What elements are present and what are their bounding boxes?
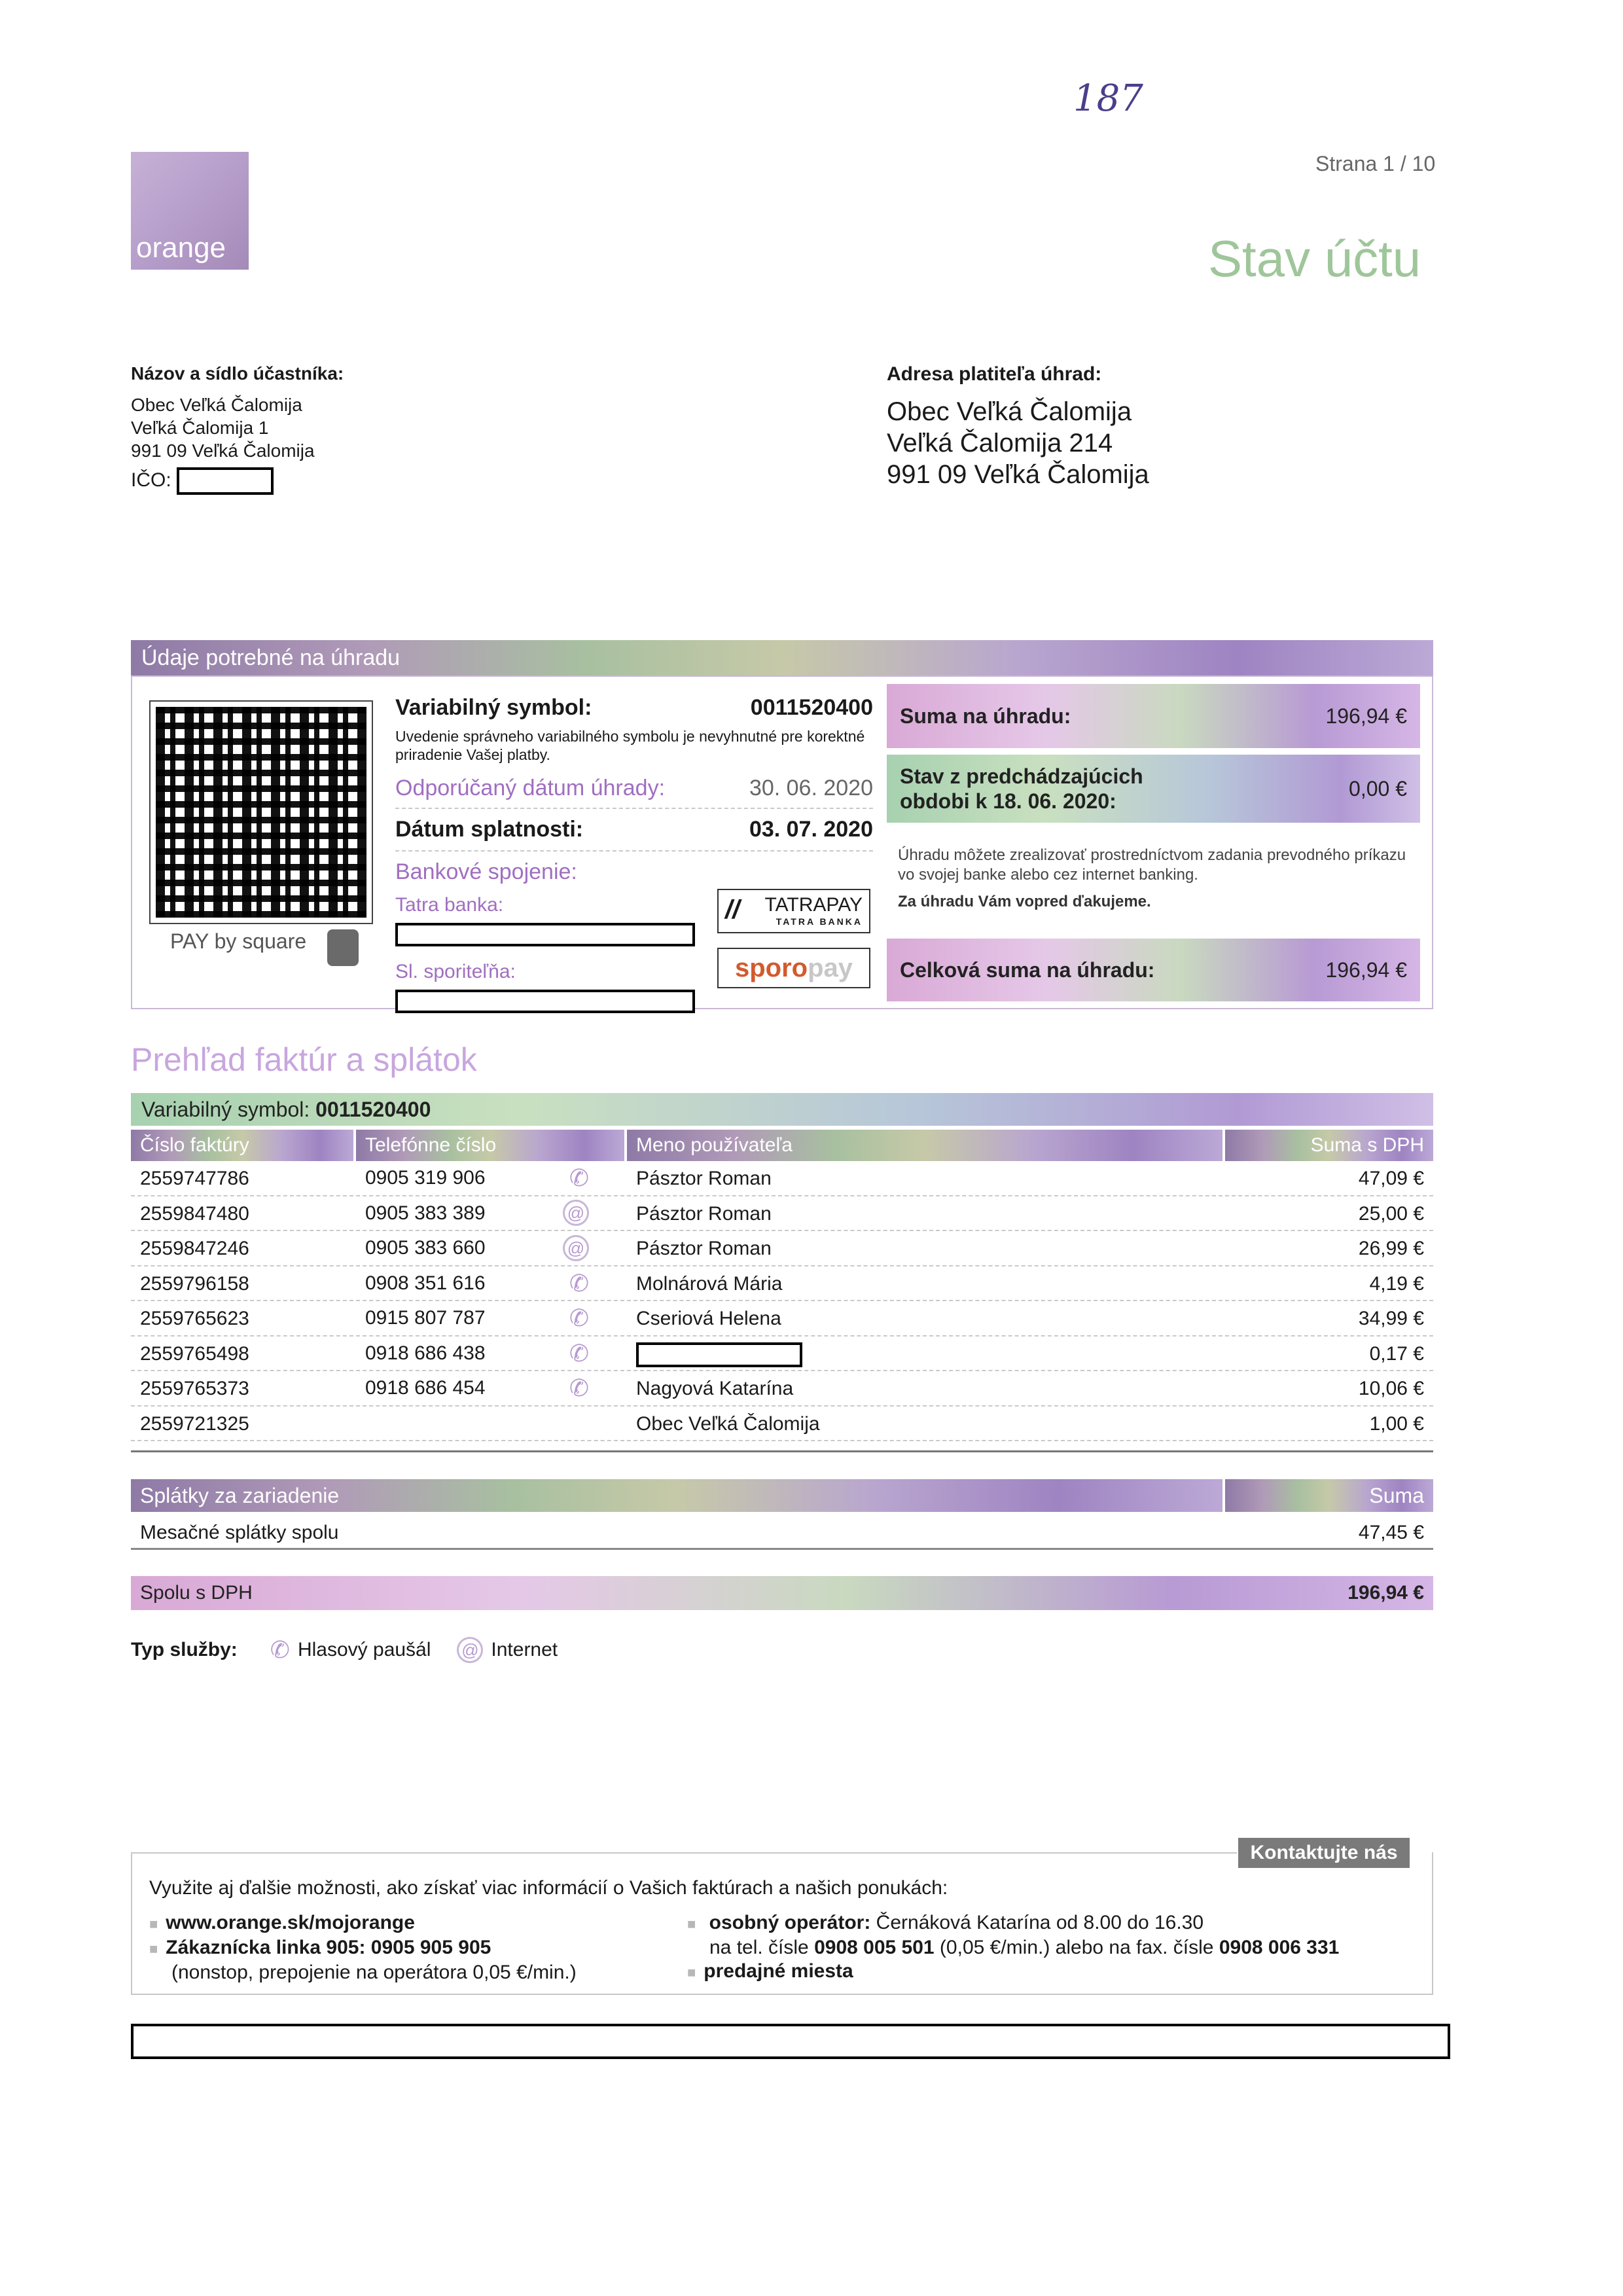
- participant-line: Veľká Čalomija 1: [131, 418, 269, 438]
- phone-icon: ✆: [569, 1304, 589, 1331]
- vs-row: [395, 695, 873, 721]
- vs-value: 0011520400: [750, 695, 873, 720]
- phone-number: 0915 807 787: [365, 1307, 486, 1329]
- cell-name: [627, 1336, 1222, 1372]
- tatrapay-text: TATRAPAY: [764, 894, 863, 916]
- ico-label: IČO:: [131, 469, 171, 491]
- recommended-row: [395, 776, 873, 809]
- table-row: [131, 1407, 1433, 1442]
- recommended-value: 30. 06. 2020: [749, 776, 873, 800]
- table-row: [131, 1161, 1433, 1196]
- cell-name: Pásztor Roman: [627, 1231, 1222, 1266]
- table-row: [131, 1231, 1433, 1266]
- contact-web[interactable]: ■ www.orange.sk/mojorange: [149, 1911, 577, 1936]
- cell-phone: [356, 1336, 624, 1372]
- sporopay-part1: sporo: [734, 954, 808, 982]
- installments-value: 47,45 €: [1358, 1521, 1424, 1543]
- installments-sum-header: Suma: [1225, 1479, 1433, 1512]
- cell-phone: [356, 1266, 624, 1302]
- contact-top-rule: [131, 1852, 1237, 1854]
- installments-title: Splátky za zariadenie: [131, 1479, 1222, 1512]
- phone-icon: ✆: [569, 1374, 589, 1401]
- cell-amount: 4,19 €: [1225, 1266, 1433, 1302]
- cell-name: Obec Veľká Čalomija: [627, 1407, 1222, 1442]
- operator-line2a: na tel. čísle: [709, 1937, 815, 1958]
- cell-name: Pásztor Roman: [627, 1196, 1222, 1232]
- contact-hotline: ■ Zákaznícka linka 905: 0905 905 905: [149, 1936, 577, 1961]
- phone-number: 0905 319 906: [365, 1167, 486, 1189]
- at-icon: @: [563, 1200, 589, 1226]
- due-row: [395, 809, 873, 852]
- page-title: Stav účtu: [1208, 230, 1421, 287]
- cell-phone: [356, 1196, 624, 1232]
- card-icon: [327, 929, 359, 966]
- legend-internet: Internet: [491, 1639, 558, 1660]
- cell-amount: 10,06 €: [1225, 1371, 1433, 1407]
- sum-label: Suma na úhradu:: [900, 704, 1071, 728]
- cell-phone: [356, 1231, 624, 1266]
- overview-vs-value: 0011520400: [315, 1098, 431, 1121]
- sum-value: 196,94 €: [1325, 704, 1407, 728]
- bank2-label: Sl. sporiteľňa:: [395, 961, 516, 982]
- cell-phone: [356, 1161, 624, 1196]
- cell-name: Nagyová Katarína: [627, 1371, 1222, 1407]
- col-header-name: Meno používateľa: [627, 1130, 1222, 1161]
- table-row: [131, 1371, 1433, 1407]
- cell-name: Molnárová Mária: [627, 1266, 1222, 1302]
- total-box: [887, 939, 1420, 1001]
- redacted-footer: [131, 2024, 1450, 2059]
- cell-invoice: 2559765373: [131, 1371, 353, 1407]
- phone-icon: ✆: [569, 1339, 589, 1367]
- bank1-label: Tatra banka:: [395, 894, 504, 916]
- overview-vs-bar: [131, 1093, 1433, 1126]
- qr-code: [151, 702, 372, 923]
- redacted-name: [636, 1342, 802, 1367]
- vs-label: Variabilný symbol:: [395, 695, 592, 720]
- cell-invoice: 2559796158: [131, 1266, 353, 1302]
- payment-thanks: Za úhradu Vám vopred ďakujeme.: [898, 893, 1151, 910]
- bank-heading: Bankové spojenie:: [395, 859, 577, 884]
- contact-right: [687, 1911, 1339, 1984]
- cell-invoice: 2559721325: [131, 1407, 353, 1442]
- col-header-phone: Telefónne číslo: [356, 1130, 624, 1161]
- total-value: 196,94 €: [1325, 958, 1407, 982]
- table-body: [131, 1161, 1433, 1441]
- cell-amount: 47,09 €: [1225, 1161, 1433, 1196]
- cell-name: Cseriová Helena: [627, 1301, 1222, 1336]
- recommended-label: Odporúčaný dátum úhrady:: [395, 776, 666, 800]
- sporopay-part2: pay: [808, 954, 853, 982]
- contact-shops[interactable]: ■ predajné miesta: [687, 1960, 1339, 1984]
- grand-total-bar: [131, 1576, 1433, 1610]
- participant-line: 991 09 Veľká Čalomija: [131, 440, 315, 461]
- tatrapay-sub: TATRA BANKA: [776, 916, 863, 927]
- cell-amount: 34,99 €: [1225, 1301, 1433, 1336]
- cell-invoice: 2559765623: [131, 1301, 353, 1336]
- cell-amount: 26,99 €: [1225, 1231, 1433, 1266]
- cell-phone: [356, 1407, 624, 1442]
- table-row: [131, 1336, 1433, 1372]
- page-number: Strana 1 / 10: [1315, 152, 1436, 175]
- operator-phone: 0908 005 501: [814, 1937, 935, 1958]
- overview-title: Prehľad faktúr a splátok: [131, 1041, 477, 1078]
- payer-line: Veľká Čalomija 214: [887, 429, 1113, 457]
- cell-amount: 0,17 €: [1225, 1336, 1433, 1372]
- col-header-invoice: Číslo faktúry: [131, 1130, 353, 1161]
- operator-line2b: (0,05 €/min.) alebo na fax. čísle: [934, 1937, 1219, 1958]
- due-label: Dátum splatnosti:: [395, 817, 584, 842]
- previous-balance-box: [887, 755, 1420, 823]
- legend-voice: Hlasový paušál: [297, 1639, 431, 1660]
- payer-line: 991 09 Veľká Čalomija: [887, 460, 1149, 489]
- phone-number: 0908 351 616: [365, 1272, 486, 1294]
- prev-label: Stav z predchádzajúcich obdobi k 18. 06. 2020:: [900, 764, 1143, 813]
- col-header-amount: Suma s DPH: [1225, 1130, 1433, 1161]
- cell-name: Pásztor Roman: [627, 1161, 1222, 1196]
- payment-info: [898, 846, 1421, 911]
- cell-invoice: 2559847246: [131, 1231, 353, 1266]
- sum-box: [887, 684, 1420, 748]
- payment-info-text: Úhradu môžete zrealizovať prostredníctvom zadania prevodného príkazu vo svojej banke alebo cez internet banking.: [898, 846, 1406, 884]
- table-row: [131, 1301, 1433, 1336]
- phone-number: 0905 383 660: [365, 1237, 486, 1259]
- phone-icon: ✆: [569, 1164, 589, 1191]
- vs-note: Uvedenie správneho variabilného symbolu je nevyhnutné pre korektné priradenie Vašej platby.: [395, 728, 865, 763]
- cell-invoice: 2559765498: [131, 1336, 353, 1372]
- operator-label: osobný operátor:: [709, 1912, 871, 1933]
- table-row: [131, 1196, 1433, 1232]
- contact-left: [149, 1911, 577, 1984]
- participant-block: [131, 363, 589, 495]
- at-icon: @: [563, 1235, 589, 1261]
- prev-value: 0,00 €: [1349, 776, 1407, 800]
- logo-text: orange: [136, 232, 226, 264]
- table-bottom-rule: [131, 1450, 1433, 1452]
- participant-line: Obec Veľká Čalomija: [131, 395, 302, 415]
- cell-invoice: 2559747786: [131, 1161, 353, 1196]
- operator-text: Černáková Katarína od 8.00 do 16.30: [876, 1912, 1204, 1933]
- legend-label: Typ služby:: [131, 1639, 238, 1660]
- ico-row: [131, 467, 589, 495]
- sporopay-logo: [717, 948, 870, 988]
- table-header-row: [131, 1130, 1433, 1161]
- payer-block: [887, 363, 1476, 490]
- cell-phone: [356, 1371, 624, 1407]
- payer-line: Obec Veľká Čalomija: [887, 397, 1132, 426]
- phone-number: 0905 383 389: [365, 1202, 486, 1224]
- phone-number: 0918 686 454: [365, 1377, 486, 1399]
- invoice-table: [131, 1130, 1433, 1441]
- pay-by-square-label: PAY by square: [170, 929, 307, 953]
- contact-operator: [687, 1911, 1339, 1936]
- cell-phone: [356, 1301, 624, 1336]
- installments-label: Mesačné splátky spolu: [140, 1521, 339, 1543]
- tatrapay-logo: // TATRAPAY TATRA BANKA: [717, 889, 870, 933]
- phone-number: 0918 686 438: [365, 1342, 486, 1364]
- redacted-bank2: [395, 990, 695, 1013]
- payer-heading: Adresa platiteľa úhrad:: [887, 363, 1102, 385]
- phone-icon: ✆: [270, 1636, 290, 1663]
- installments-header: [131, 1479, 1433, 1512]
- grand-total-label: Spolu s DPH: [140, 1582, 253, 1604]
- orange-logo: [131, 152, 249, 270]
- overview-vs-label: Variabilný symbol:: [141, 1098, 310, 1121]
- table-row: [131, 1266, 1433, 1302]
- cell-amount: 1,00 €: [1225, 1407, 1433, 1442]
- due-value: 03. 07. 2020: [749, 817, 873, 842]
- contact-hotline-note: (nonstop, prepojenie na operátora 0,05 €/min.): [171, 1962, 577, 1983]
- cell-amount: 25,00 €: [1225, 1196, 1433, 1232]
- phone-icon: ✆: [569, 1269, 589, 1297]
- at-icon: @: [457, 1637, 483, 1663]
- redacted-ico: [177, 467, 274, 495]
- payment-section-header: Údaje potrebné na úhradu: [131, 640, 1433, 675]
- total-label: Celková suma na úhradu:: [900, 958, 1155, 982]
- installments-row: [131, 1517, 1433, 1550]
- participant-heading: Názov a sídlo účastníka:: [131, 363, 344, 384]
- redacted-bank1: [395, 923, 695, 946]
- contact-badge: Kontaktujte nás: [1238, 1838, 1410, 1868]
- contact-intro: Využite aj ďalšie možnosti, ako získať viac informácií o Vašich faktúrach a našich ponukách:: [149, 1877, 948, 1899]
- grand-total-value: 196,94 €: [1347, 1582, 1424, 1604]
- operator-fax: 0908 006 331: [1219, 1937, 1340, 1958]
- cell-invoice: 2559847480: [131, 1196, 353, 1232]
- contact-operator-line2: [687, 1936, 1339, 1960]
- service-legend: [131, 1636, 558, 1664]
- handwritten-note: 187: [1073, 77, 1143, 120]
